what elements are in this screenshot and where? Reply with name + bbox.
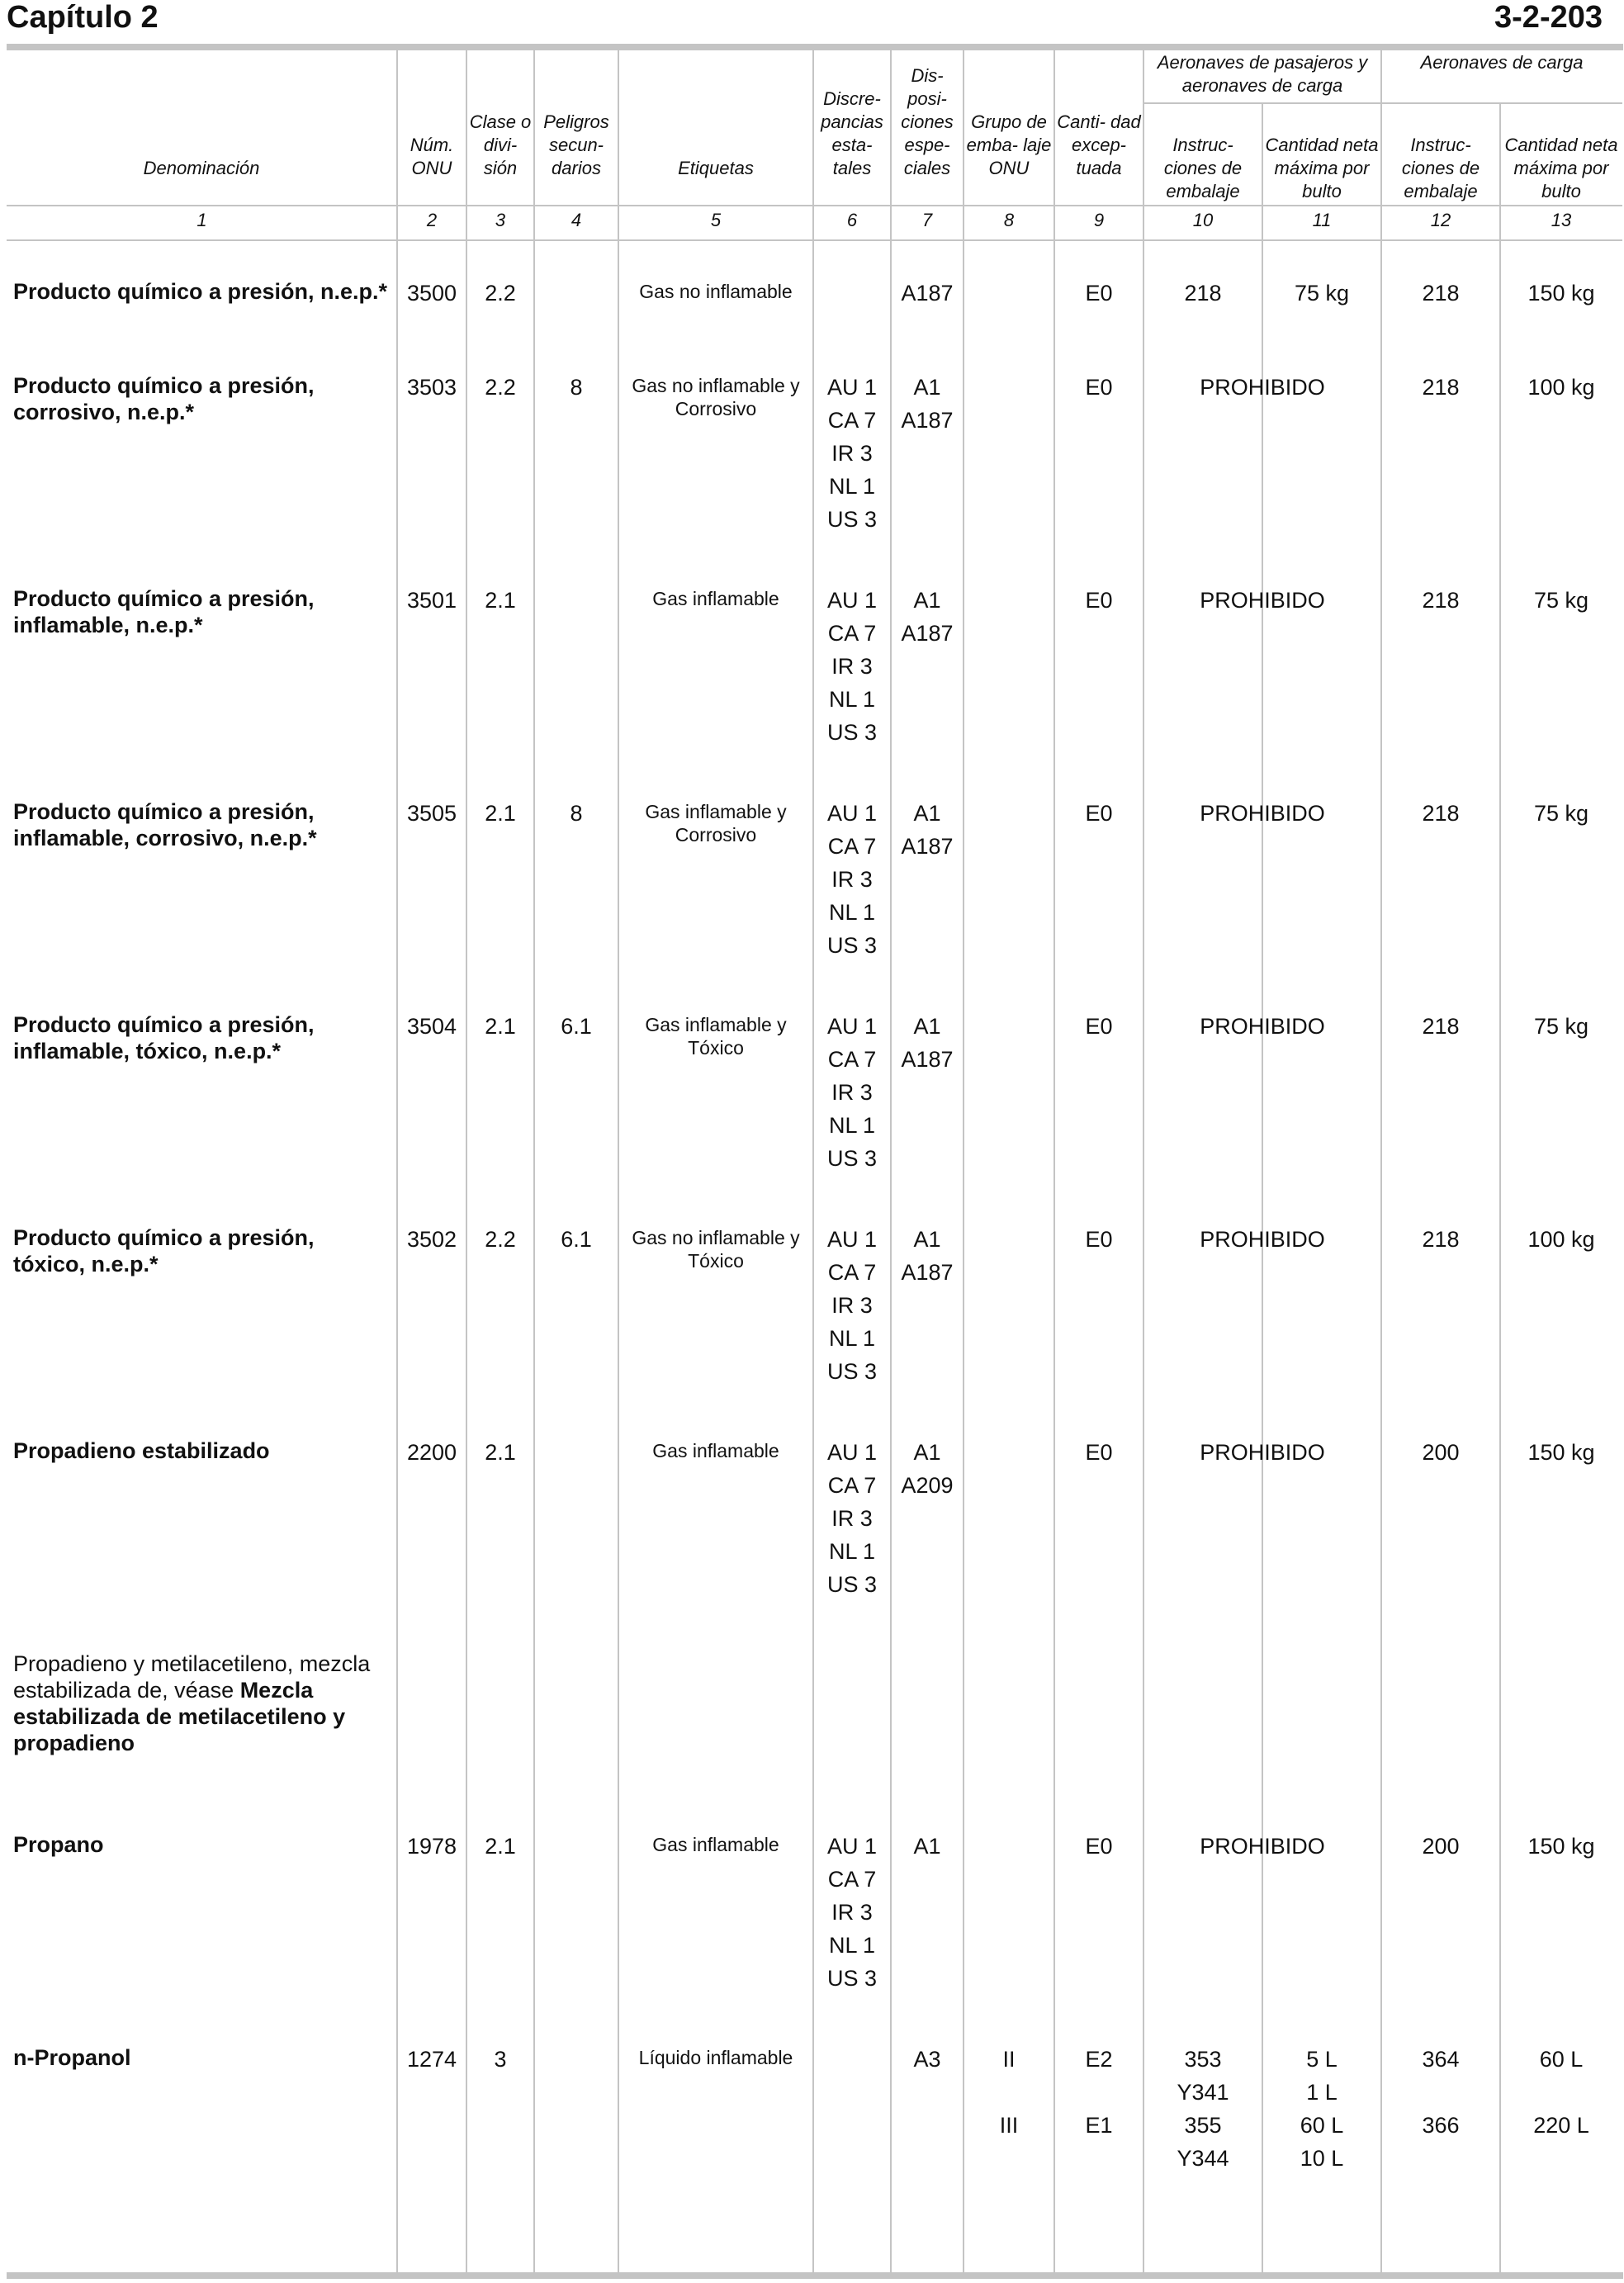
state-variation-line: IR 3: [831, 1080, 873, 1105]
packing-group-line: II: [1002, 2047, 1016, 2072]
prohibited-badge: PROHIBIDO: [1200, 1834, 1325, 1859]
bottom-rule: [7, 2272, 1623, 2279]
state-variation-line: NL 1: [828, 687, 876, 712]
special-provision: [891, 277, 964, 310]
cargo-max-quantity: [1500, 584, 1622, 617]
subsidiary-hazard: 8: [570, 801, 583, 826]
state-variation-line: NL 1: [828, 900, 876, 925]
un-number: 3505: [406, 801, 457, 826]
hazard-label: Gas inflamable: [652, 1834, 779, 1855]
passenger-packing-instruction-line: 355: [1184, 2113, 1222, 2138]
un-number: 3502: [406, 1227, 457, 1252]
row-divider: [7, 239, 1622, 241]
special-provision-line: A187: [901, 408, 954, 433]
hazard-class: 2.1: [485, 801, 516, 826]
col-group-passenger-cargo: Aeronaves de pasajeros y aeronaves de carga: [1157, 52, 1368, 96]
col-header-cargo-packing-instruction: Instruc- ciones de embalaje: [1401, 135, 1480, 201]
hazard-class: 2.2: [485, 375, 516, 400]
cargo-max-quantity-line: 75 kg: [1533, 801, 1589, 826]
excepted-quantity-line: E0: [1085, 281, 1113, 306]
special-provision: [891, 1830, 964, 1863]
cargo-packing-instruction: [1381, 797, 1500, 830]
cargo-packing-instruction-line: 200: [1422, 1834, 1460, 1859]
excepted-quantity-line: E0: [1085, 1440, 1113, 1465]
passenger-packing-instruction: [1143, 277, 1262, 310]
state-variation: [813, 1436, 891, 1601]
column-number: 9: [1093, 210, 1105, 230]
special-provision-line: A187: [901, 621, 954, 646]
column-number: 1: [196, 210, 207, 230]
excepted-quantity: [1054, 1010, 1143, 1043]
col-header-excepted-quantity: Canti- dad excep- tuada: [1057, 111, 1141, 178]
state-variation-line: IR 3: [831, 654, 873, 679]
state-variation-line: NL 1: [828, 1539, 876, 1564]
substance-name: [13, 1224, 389, 1277]
substance-name-text: n-Propanol: [13, 2045, 131, 2070]
state-variation-line: AU 1: [826, 801, 878, 826]
state-variation-line: AU 1: [826, 1014, 878, 1039]
passenger-packing-instruction-line: 218: [1184, 281, 1222, 306]
chapter-title: Capítulo 2: [7, 0, 159, 35]
substance-name: [13, 1831, 389, 1858]
state-variation: [813, 584, 891, 749]
column-number: 13: [1551, 210, 1572, 230]
state-variation: [813, 371, 891, 536]
excepted-quantity: [1054, 584, 1143, 617]
state-variation-line: AU 1: [826, 1227, 878, 1252]
passenger-max-quantity-line: 60 L: [1300, 2113, 1344, 2138]
substance-name-text: Propadieno y metilacetileno, mezcla estabilizada de, véase: [13, 1651, 371, 1703]
un-number: 3500: [406, 281, 457, 306]
hazard-class: 2.1: [485, 588, 516, 613]
state-variation-line: US 3: [826, 1146, 878, 1171]
passenger-packing-instruction-line: Y344: [1177, 2146, 1229, 2171]
cargo-max-quantity-line: [1500, 2076, 1622, 2109]
excepted-quantity-line: [1054, 2076, 1143, 2109]
hazard-class: 2.2: [485, 281, 516, 306]
special-provision-line: A1: [913, 375, 941, 400]
state-variation-line: AU 1: [826, 588, 878, 613]
column-number: 4: [571, 210, 582, 230]
cargo-max-quantity-line: 75 kg: [1533, 1014, 1589, 1039]
state-variation-line: CA 7: [827, 1047, 877, 1072]
passenger-max-quantity-line: 75 kg: [1294, 281, 1350, 306]
special-provision-line: A187: [901, 834, 954, 859]
subsidiary-hazard: 6.1: [561, 1227, 592, 1252]
special-provision-line: A3: [913, 2047, 941, 2072]
column-number: 6: [846, 210, 858, 230]
special-provision: [891, 1436, 964, 1502]
un-number: 3504: [406, 1014, 457, 1039]
substance-name-text: Producto químico a presión, tóxico, n.e.p.*: [13, 1225, 315, 1276]
substance-name: [13, 372, 389, 425]
column-number: 10: [1192, 210, 1214, 230]
un-number: 3503: [406, 375, 457, 400]
special-provision: [891, 371, 964, 437]
packing-group: [964, 2043, 1054, 2142]
excepted-quantity-line: E2: [1085, 2047, 1113, 2072]
special-provision-line: A187: [901, 1260, 954, 1285]
state-variation-line: NL 1: [828, 1933, 876, 1958]
state-variation-line: US 3: [826, 507, 878, 532]
special-provision-line: A1: [913, 801, 941, 826]
column-number: 7: [921, 210, 933, 230]
cargo-packing-instruction: [1381, 371, 1500, 404]
state-variation-line: IR 3: [831, 1900, 873, 1925]
cargo-max-quantity: [1500, 2043, 1622, 2142]
packing-group-line: [964, 2076, 1054, 2109]
cargo-packing-instruction: [1381, 1223, 1500, 1256]
state-variation: [813, 797, 891, 962]
excepted-quantity: [1054, 1830, 1143, 1863]
special-provision-line: A209: [901, 1473, 954, 1498]
substance-name: [13, 798, 389, 851]
cargo-max-quantity: [1500, 277, 1622, 310]
cargo-packing-instruction-line: 218: [1422, 1014, 1460, 1039]
prohibited-badge: PROHIBIDO: [1200, 801, 1325, 826]
row-divider: [1143, 102, 1622, 104]
cargo-max-quantity-line: 75 kg: [1533, 588, 1589, 613]
substance-name-text: Propadieno estabilizado: [13, 1438, 270, 1463]
state-variation-line: IR 3: [831, 1506, 873, 1531]
substance-name-text: Producto químico a presión, inflamable, n.e.p.*: [13, 586, 315, 637]
column-number: 3: [495, 210, 506, 230]
state-variation-line: IR 3: [831, 1293, 873, 1318]
un-number: 1274: [406, 2047, 457, 2072]
excepted-quantity-line: E0: [1085, 588, 1113, 613]
substance-name: [13, 2044, 389, 2071]
hazard-label: Gas inflamable: [652, 588, 779, 609]
state-variation-line: US 3: [826, 933, 878, 958]
passenger-max-quantity-line: 5 L: [1306, 2047, 1338, 2072]
col-header-cargo-max-net-quantity: Cantidad neta máxima por bulto: [1504, 135, 1618, 201]
special-provision: [891, 584, 964, 650]
hazard-label: Gas inflamable: [652, 1440, 779, 1461]
excepted-quantity: [1054, 797, 1143, 830]
cargo-max-quantity: [1500, 1010, 1622, 1043]
state-variation: [813, 1223, 891, 1388]
col-header-passenger-max-net-quantity: Cantidad neta máxima por bulto: [1265, 135, 1379, 201]
page-header: [7, 0, 1617, 43]
passenger-max-quantity: [1262, 277, 1381, 310]
cargo-max-quantity: [1500, 1436, 1622, 1469]
row-divider: [7, 205, 1622, 206]
excepted-quantity-line: E0: [1085, 1014, 1113, 1039]
column-number: 2: [426, 210, 438, 230]
hazard-class: 2.1: [485, 1834, 516, 1859]
col-header-class: Clase o divi- sión: [469, 111, 532, 178]
substance-name: [13, 585, 389, 638]
hazard-class: 2.1: [485, 1440, 516, 1465]
state-variation-line: AU 1: [826, 375, 878, 400]
cargo-packing-instruction-line: 366: [1422, 2113, 1460, 2138]
prohibited-badge: PROHIBIDO: [1200, 1014, 1325, 1039]
state-variation-line: CA 7: [827, 1260, 877, 1285]
cargo-packing-instruction-line: 218: [1422, 1227, 1460, 1252]
state-variation-line: IR 3: [831, 867, 873, 892]
cargo-max-quantity-line: 150 kg: [1527, 1834, 1595, 1859]
passenger-packing-instruction-line: Y341: [1177, 2080, 1229, 2105]
col-header-passenger-packing-instruction: Instruc- ciones de embalaje: [1163, 135, 1243, 201]
special-provision-line: A1: [913, 1014, 941, 1039]
state-variation-line: NL 1: [828, 1326, 876, 1351]
cargo-packing-instruction: [1381, 277, 1500, 310]
special-provision-line: A187: [901, 281, 954, 306]
cargo-max-quantity-line: 60 L: [1539, 2047, 1584, 2072]
special-provision-line: A1: [913, 1440, 941, 1465]
column-divider: [1262, 104, 1263, 2272]
passenger-packing-instruction: [1143, 2043, 1262, 2175]
state-variation-line: AU 1: [826, 1440, 878, 1465]
substance-name-text: Producto químico a presión, inflamable, tóxico, n.e.p.*: [13, 1012, 315, 1063]
prohibited-badge: PROHIBIDO: [1200, 588, 1325, 613]
state-variation-line: CA 7: [827, 834, 877, 859]
cargo-max-quantity: [1500, 371, 1622, 404]
col-header-packing-group: Grupo de emba- laje ONU: [966, 111, 1052, 178]
state-variation-line: US 3: [826, 1966, 878, 1991]
cargo-max-quantity-line: 100 kg: [1527, 375, 1595, 400]
hazard-label: Gas inflamable y Tóxico: [645, 1014, 787, 1059]
column-divider: [1499, 104, 1501, 2272]
page-reference: 3-2-203: [1494, 0, 1603, 35]
cargo-packing-instruction-line: 200: [1422, 1440, 1460, 1465]
cargo-packing-instruction: [1381, 2043, 1500, 2142]
excepted-quantity: [1054, 371, 1143, 404]
state-variation-line: IR 3: [831, 441, 873, 466]
col-header-state-variations: Discre- pancias esta- tales: [821, 88, 883, 178]
col-header-un-number: Núm. ONU: [410, 135, 454, 178]
column-number: 12: [1430, 210, 1451, 230]
excepted-quantity-line: E0: [1085, 1227, 1113, 1252]
cargo-max-quantity: [1500, 1830, 1622, 1863]
substance-name-text: Producto químico a presión, corrosivo, n.e.p.*: [13, 373, 315, 424]
cargo-packing-instruction: [1381, 584, 1500, 617]
substance-name: [13, 1438, 389, 1464]
state-variation-line: US 3: [826, 1359, 878, 1384]
cargo-max-quantity-line: 220 L: [1533, 2113, 1589, 2138]
hazard-label: Gas no inflamable y Corrosivo: [632, 375, 800, 419]
excepted-quantity: [1054, 2043, 1143, 2142]
prohibited-badge: PROHIBIDO: [1200, 1227, 1325, 1252]
excepted-quantity-line: E0: [1085, 801, 1113, 826]
state-variation-line: CA 7: [827, 1473, 877, 1498]
hazard-class: 3: [494, 2047, 507, 2072]
state-variation: [813, 1830, 891, 1995]
cargo-packing-instruction-line: 364: [1422, 2047, 1460, 2072]
hazard-class: 2.2: [485, 1227, 516, 1252]
state-variation-line: AU 1: [826, 1834, 878, 1859]
cargo-packing-instruction-line: [1381, 2076, 1500, 2109]
col-header-subsidiary-hazards: Peligros secun- darios: [543, 111, 609, 178]
cargo-packing-instruction-line: 218: [1422, 281, 1460, 306]
special-provision: [891, 2043, 964, 2076]
excepted-quantity-line: E0: [1085, 1834, 1113, 1859]
column-number: 5: [710, 210, 722, 230]
excepted-quantity: [1054, 1436, 1143, 1469]
cargo-max-quantity-line: 150 kg: [1527, 281, 1595, 306]
state-variation: [813, 1010, 891, 1175]
col-group-cargo: Aeronaves de carga: [1420, 52, 1584, 73]
hazard-label: Gas no inflamable: [639, 281, 793, 302]
passenger-max-quantity-line: 1 L: [1306, 2080, 1338, 2105]
special-provision-line: A1: [913, 1834, 941, 1859]
passenger-max-quantity: [1262, 2043, 1381, 2175]
cargo-packing-instruction: [1381, 1830, 1500, 1863]
un-number: 3501: [406, 588, 457, 613]
cargo-packing-instruction: [1381, 1010, 1500, 1043]
state-variation-line: CA 7: [827, 408, 877, 433]
prohibited-badge: PROHIBIDO: [1200, 1440, 1325, 1465]
hazard-class: 2.1: [485, 1014, 516, 1039]
passenger-packing-instruction-line: 353: [1184, 2047, 1222, 2072]
state-variation-line: CA 7: [827, 621, 877, 646]
prohibited-badge: PROHIBIDO: [1200, 375, 1325, 400]
special-provision: [891, 1010, 964, 1076]
hazard-label: Líquido inflamable: [638, 2047, 793, 2068]
excepted-quantity-line: E0: [1085, 375, 1113, 400]
packing-group-line: III: [999, 2113, 1019, 2138]
subsidiary-hazard: 6.1: [561, 1014, 592, 1039]
subsidiary-hazard: 8: [570, 375, 583, 400]
cargo-packing-instruction-line: 218: [1422, 375, 1460, 400]
state-variation-line: CA 7: [827, 1867, 877, 1892]
special-provision: [891, 1223, 964, 1289]
special-provision-line: A187: [901, 1047, 954, 1072]
column-number: 8: [1003, 210, 1015, 230]
excepted-quantity: [1054, 1223, 1143, 1256]
un-number: 1978: [406, 1834, 457, 1859]
hazard-label: Gas inflamable y Corrosivo: [645, 801, 787, 845]
un-number: 2200: [406, 1440, 457, 1465]
substance-name: [13, 1011, 389, 1064]
cargo-max-quantity-line: 100 kg: [1527, 1227, 1595, 1252]
cargo-max-quantity-line: 150 kg: [1527, 1440, 1595, 1465]
substance-name: [13, 1651, 389, 1756]
substance-name: [13, 278, 389, 305]
state-variation-line: NL 1: [828, 1113, 876, 1138]
col-header-labels: Etiquetas: [678, 158, 754, 178]
state-variation-line: US 3: [826, 720, 878, 745]
cargo-packing-instruction-line: 218: [1422, 801, 1460, 826]
special-provision-line: A1: [913, 1227, 941, 1252]
cargo-max-quantity: [1500, 797, 1622, 830]
state-variation-line: NL 1: [828, 474, 876, 499]
cargo-packing-instruction-line: 218: [1422, 588, 1460, 613]
column-number: 11: [1312, 210, 1332, 230]
special-provision: [891, 797, 964, 863]
cargo-packing-instruction: [1381, 1436, 1500, 1469]
cargo-max-quantity: [1500, 1223, 1622, 1256]
state-variation-line: US 3: [826, 1572, 878, 1597]
col-header-special-provisions: Dis- posi- ciones espe- ciales: [901, 65, 954, 178]
special-provision-line: A1: [913, 588, 941, 613]
passenger-max-quantity-line: 10 L: [1300, 2146, 1344, 2171]
excepted-quantity-line: E1: [1085, 2113, 1113, 2138]
excepted-quantity: [1054, 277, 1143, 310]
substance-name-text: Propano: [13, 1832, 104, 1857]
hazard-label: Gas no inflamable y Tóxico: [632, 1227, 800, 1272]
col-header-denominacion: Denominación: [143, 158, 260, 178]
cross-reference: Mezcla estabilizada de metilacetileno y propadieno: [13, 1678, 346, 1755]
substance-name-text: Producto químico a presión, inflamable, corrosivo, n.e.p.*: [13, 799, 317, 850]
substance-name-text: Producto químico a presión, n.e.p.*: [13, 279, 388, 304]
